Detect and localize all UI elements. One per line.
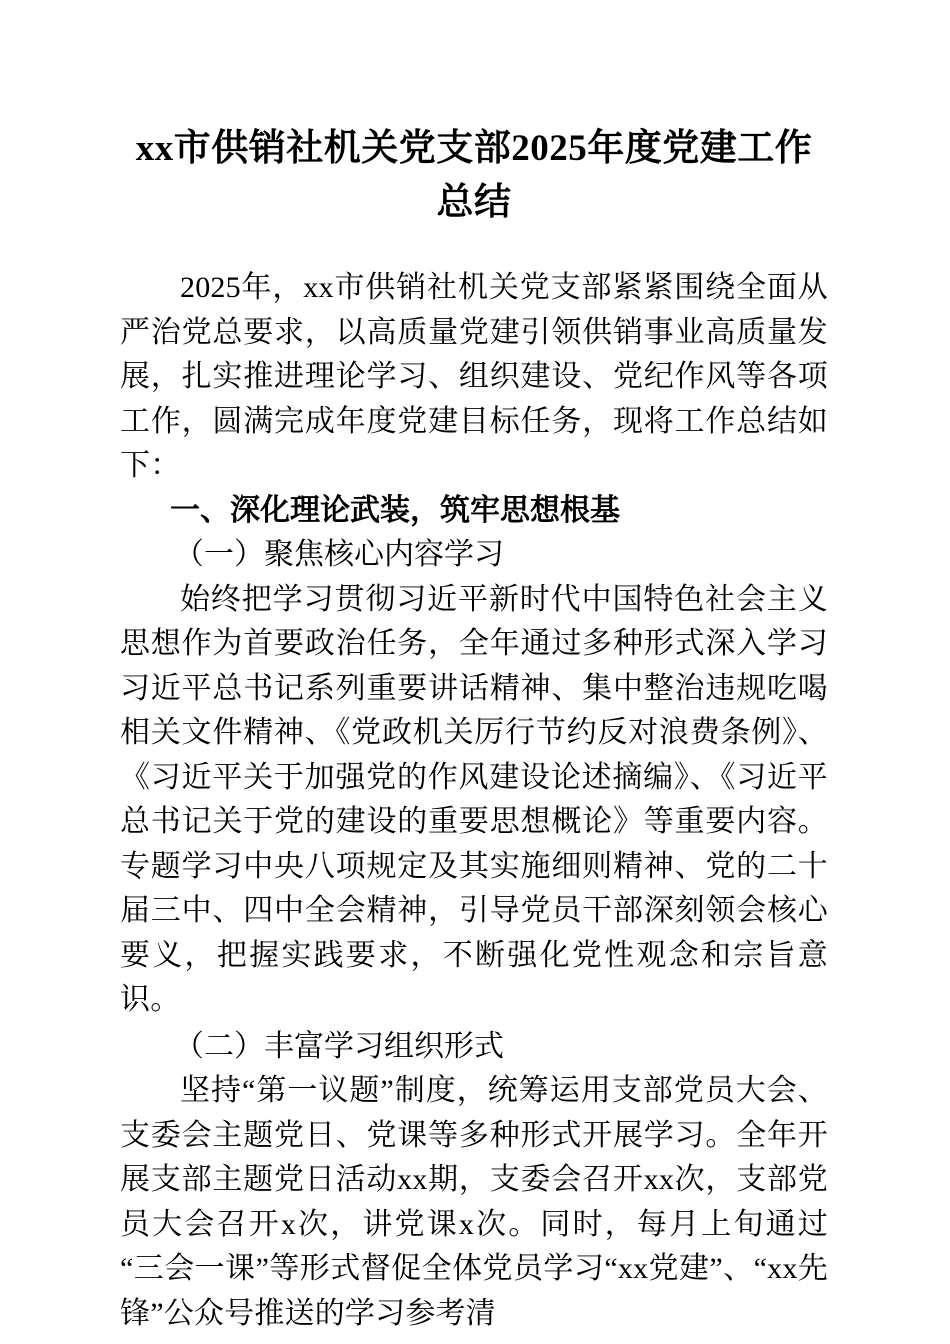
page-title: xx市供销社机关党支部2025年度党建工作总结	[135, 128, 813, 223]
section-1-sub-2-paragraph: 坚持“第一议题”制度，统筹运用支部党员大会、支委会主题党日、党课等多种形式开展学习。全年开展支部主题党日活动xx期，支委会召开xx次，支部党员大会召开x次，讲党课x次。同时，每月上旬通过“三会一课”等形式督促全体党员学习“xx党建”、“xx先锋”公众号推送的学习参考清	[120, 1074, 828, 1330]
document-content-column	[120, 0, 828, 1336]
document-body	[120, 230, 828, 1336]
section-1-sub-1-heading: （一）聚焦核心内容学习	[174, 538, 504, 571]
opening-paragraph: 2025年，xx市供销社机关党支部紧紧围绕全面从严治党总要求，以高质量党建引领供销事业高质量发展，扎实推进理论学习、组织建设、党纪作风等各项工作，圆满完成年度党建目标任务，现将工作总结如下：	[120, 271, 828, 482]
section-1-sub-2-heading: （二）丰富学习组织形式	[174, 1029, 504, 1063]
section-1-sub-1-paragraph: 始终把学习贯彻习近平新时代中国特色社会主义思想作为首要政治任务，全年通过多种形式深入学习习近平总书记系列重要讲话精神、集中整治违规吃喝相关文件精神、《党政机关厉行节约反对浪费条例》、《习近平关于加强党的作风建设论述摘编》、《习近平总书记关于党的建设的重要思想概论》等重要内容。专题学习中央八项规定及其实施细则精神、党的二十届三中、四中全会精神，引导党员干部深刻领会核心要义，把握实践要求，不断强化党性观念和宗旨意识。	[120, 582, 828, 1016]
section-1-heading: 一、深化理论武装，筑牢思想根基	[170, 493, 620, 527]
